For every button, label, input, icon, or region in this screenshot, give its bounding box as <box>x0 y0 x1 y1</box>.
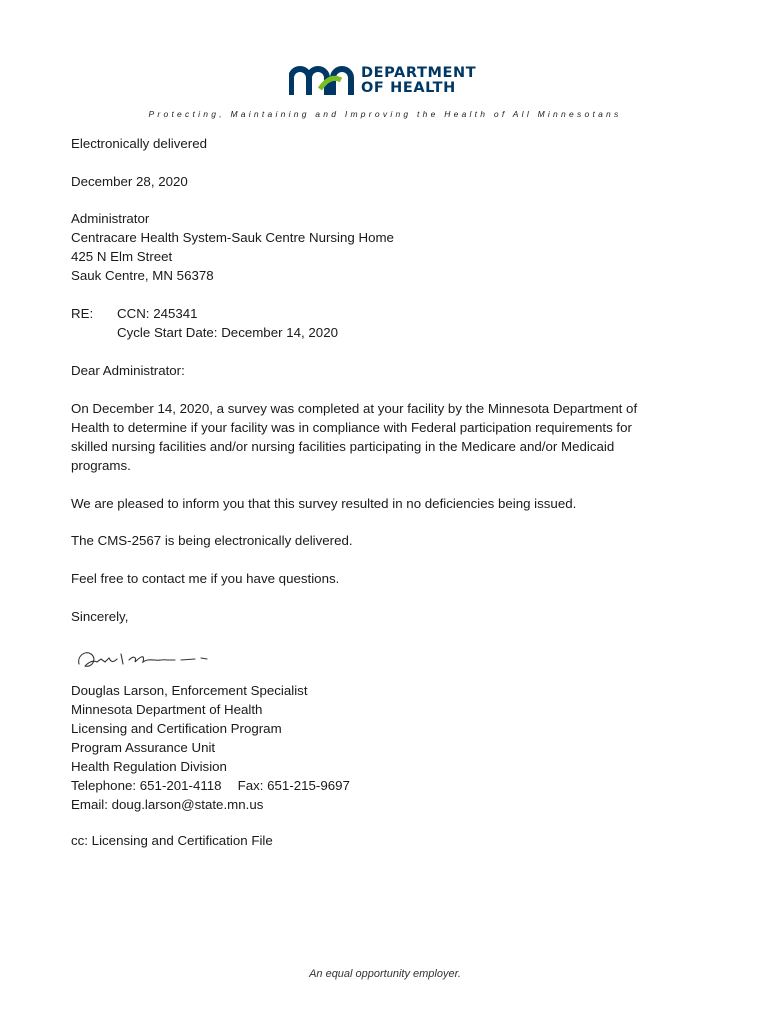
re-block <box>117 304 338 342</box>
sender-fax: Fax: 651-215-9697 <box>237 778 350 793</box>
logo-wordmark <box>361 66 476 96</box>
sender-division: Health Regulation Division <box>71 759 227 774</box>
footer-eeo: An equal opportunity employer. <box>309 968 461 980</box>
logo-line2: OF HEALTH <box>361 80 456 96</box>
sender-email: Email: doug.larson@state.mn.us <box>71 797 264 812</box>
signature-image <box>71 646 211 672</box>
sender-name: Douglas Larson, Enforcement Specialist <box>71 683 308 698</box>
body-paragraph-3: The CMS-2567 is being electronically delivered. <box>71 533 353 548</box>
letter-date: December 28, 2020 <box>71 174 188 189</box>
cc-line: cc: Licensing and Certification File <box>71 833 273 848</box>
sender-phone-fax <box>71 776 350 795</box>
tagline: Protecting, Maintaining and Improving the Health of All Minnesotans <box>148 109 622 119</box>
recipient-street: 425 N Elm Street <box>71 249 173 264</box>
signature-scribble <box>71 646 211 672</box>
body-paragraph-1: On December 14, 2020, a survey was completed at your facility by the Minnesota Department of Health to determine if your facility was in compliance with Federal participation requirements for skilled nursing facilities and/or nursing facilities participating in the Medicare and/or Medicaid programs. <box>71 401 638 473</box>
recipient-facility: Centracare Health System-Sauk Centre Nursing Home <box>71 230 394 245</box>
salutation: Dear Administrator: <box>71 363 185 378</box>
delivery-method: Electronically delivered <box>71 136 207 151</box>
mn-logo-icon <box>289 66 355 96</box>
re-ccn: CCN: 245341 <box>117 306 198 321</box>
mdh-logo <box>289 66 489 98</box>
sender-block <box>71 681 350 814</box>
recipient-title: Administrator <box>71 211 150 226</box>
re-label: RE: <box>71 306 94 321</box>
recipient-city: Sauk Centre, MN 56378 <box>71 268 214 283</box>
logo-line1: DEPARTMENT <box>361 65 477 81</box>
sender-org: Minnesota Department of Health <box>71 702 263 717</box>
recipient-address <box>71 209 394 285</box>
re-cycle-date: Cycle Start Date: December 14, 2020 <box>117 325 338 340</box>
body-paragraph-4: Feel free to contact me if you have questions. <box>71 571 340 586</box>
sender-program: Licensing and Certification Program <box>71 721 282 736</box>
closing: Sincerely, <box>71 609 129 624</box>
body-paragraph-2: We are pleased to inform you that this survey resulted in no deficiencies being issued. <box>71 496 577 511</box>
sender-telephone: Telephone: 651-201-4118 <box>71 778 222 793</box>
sender-unit: Program Assurance Unit <box>71 740 216 755</box>
